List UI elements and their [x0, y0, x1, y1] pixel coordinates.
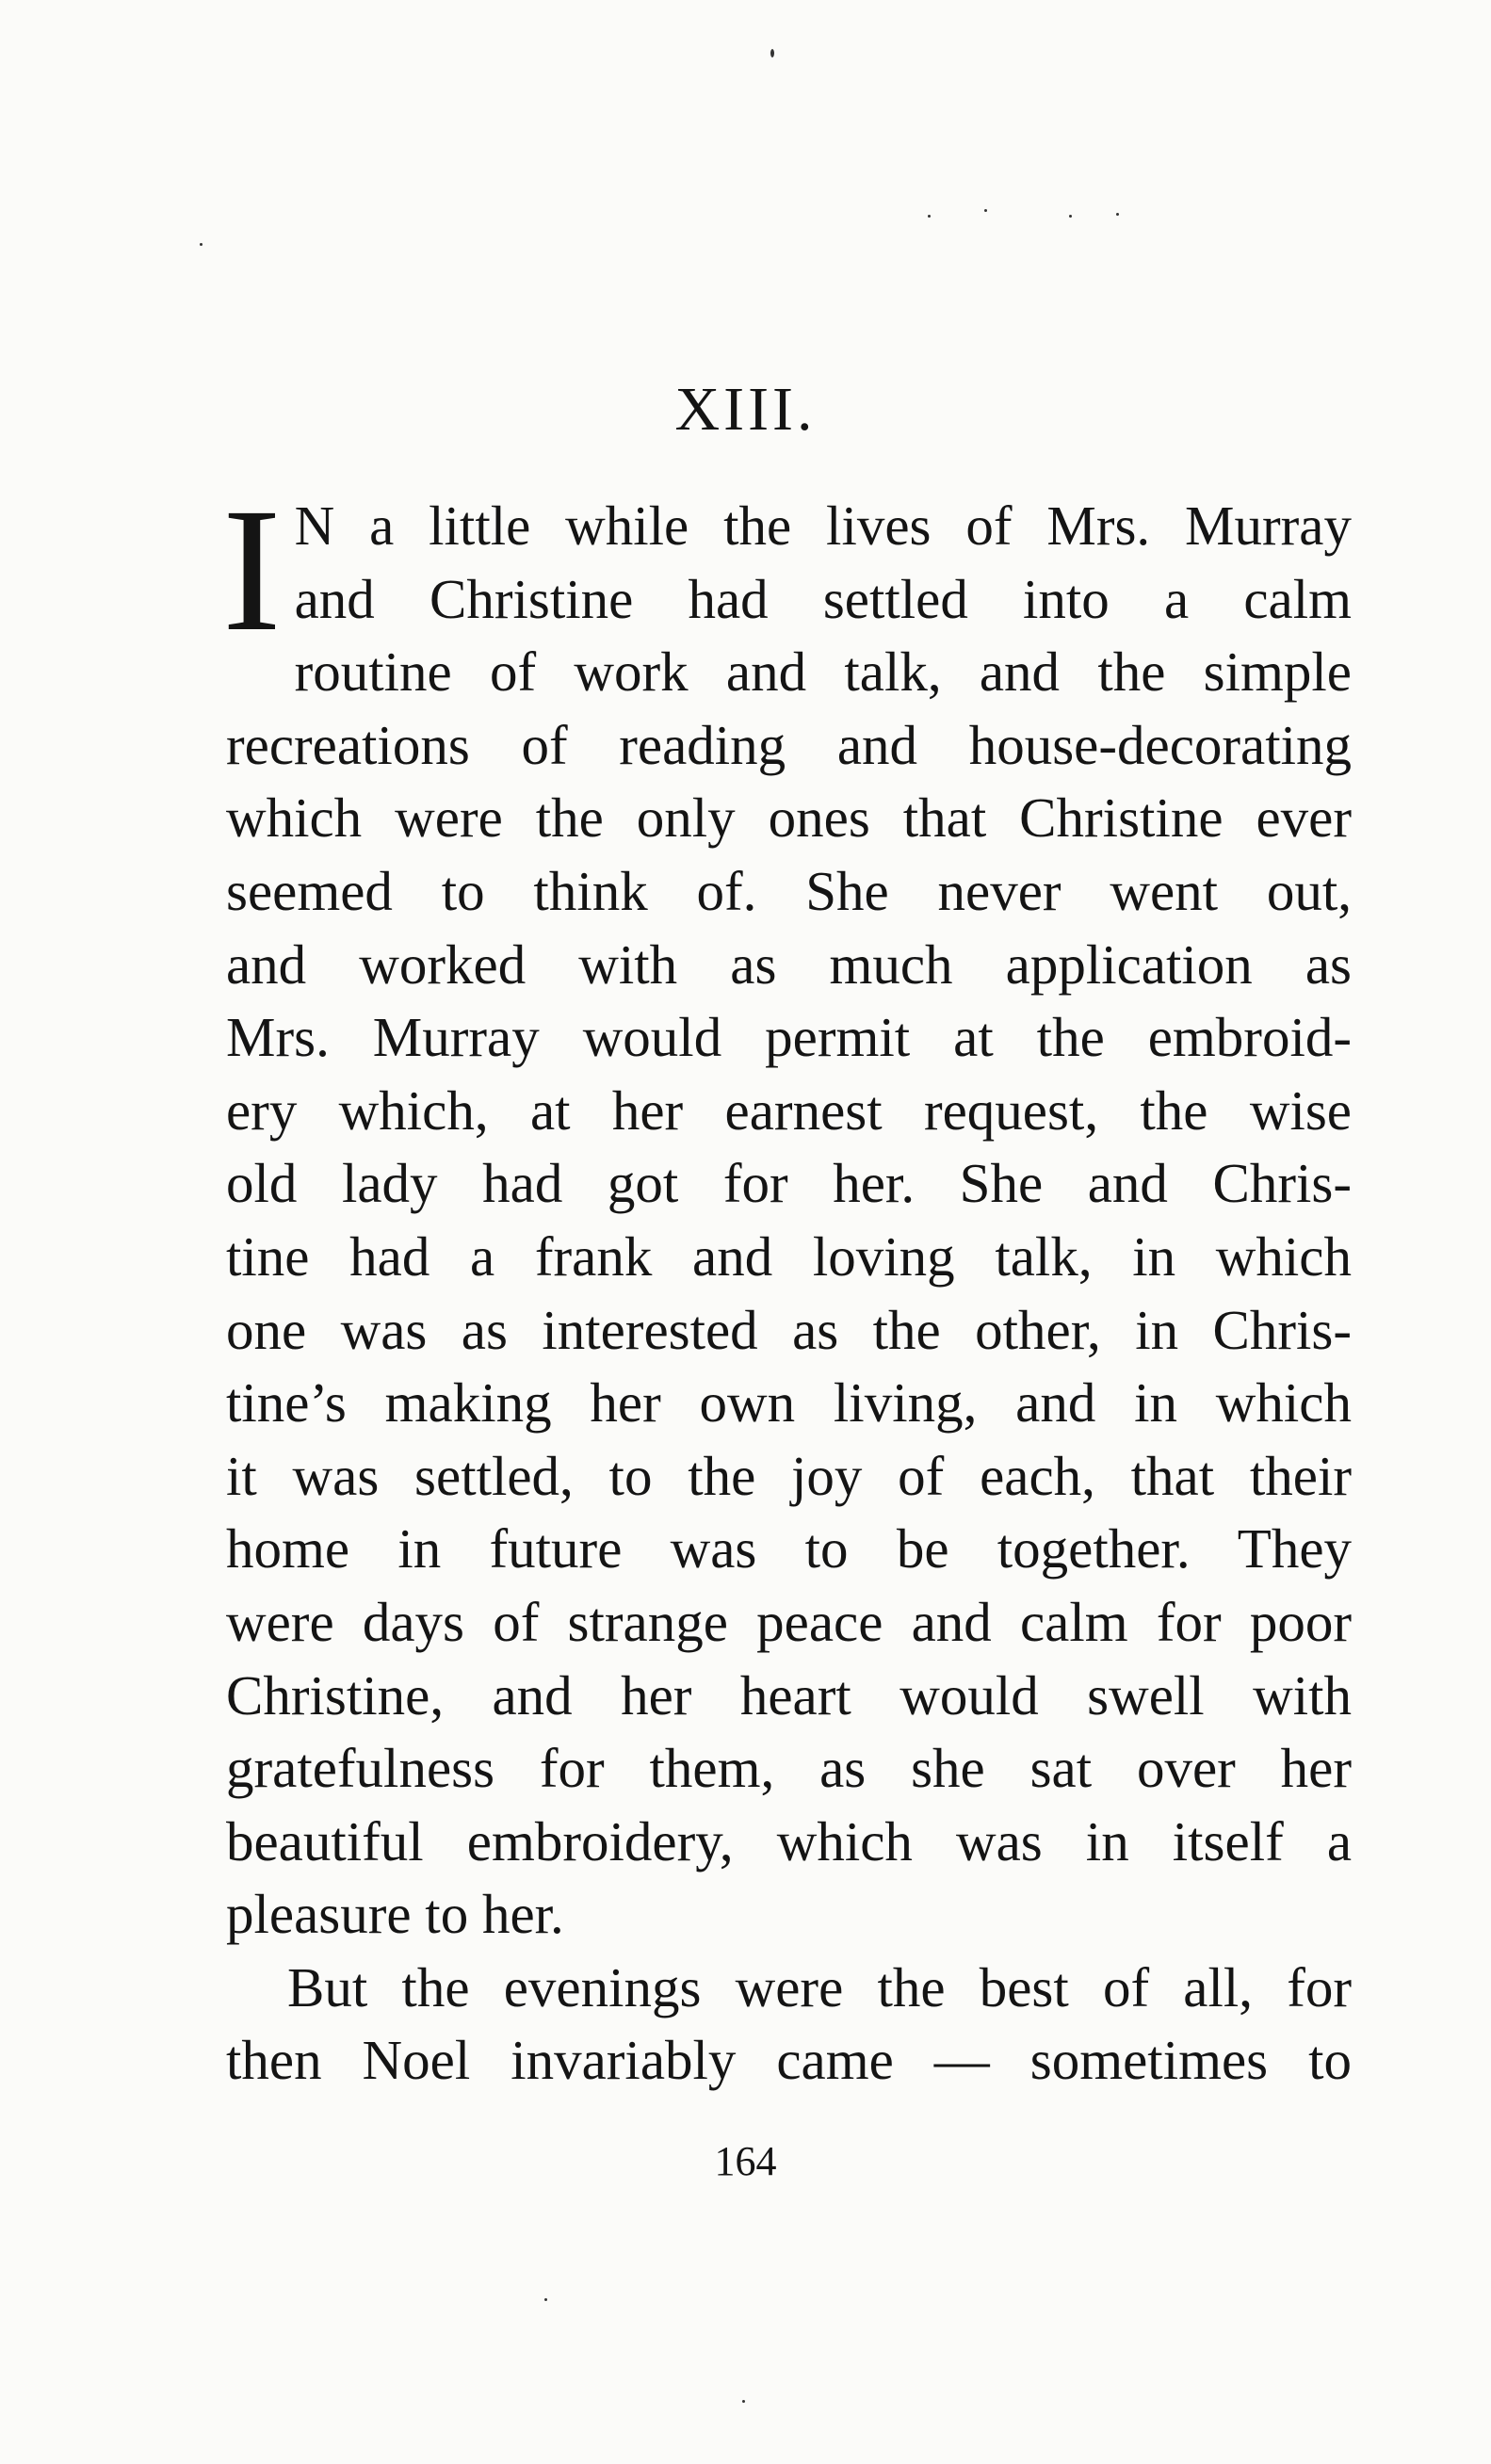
scan-speck	[1069, 215, 1072, 218]
text-line: tine’s making her own living, and in which	[226, 1371, 1352, 1435]
scan-speck	[742, 2400, 745, 2403]
text-line: Mrs. Murray would permit at the embroid-	[226, 1006, 1352, 1069]
scan-speck	[770, 49, 774, 57]
text-line: and worked with as much application as	[226, 932, 1352, 996]
text-line: home in future was to be together. They	[226, 1517, 1352, 1581]
text-line: Christine, and her heart would swell with	[226, 1663, 1352, 1726]
text-line: gratefulness for them, as she sat over her	[226, 1737, 1352, 1800]
text-line: it was settled, to the joy of each, that their	[226, 1444, 1352, 1507]
text-line: pleasure to her.	[226, 1883, 564, 1946]
text-line: ery which, at her earnest request, the wise	[226, 1078, 1352, 1142]
text-line: tine had a frank and loving talk, in which	[226, 1224, 1352, 1288]
text-line: old lady had got for her. She and Chris-	[226, 1152, 1352, 1215]
chapter-heading: XIII.	[674, 375, 817, 444]
paragraph	[226, 1952, 1352, 2098]
drop-cap: I	[222, 471, 282, 668]
scan-speck	[1116, 213, 1119, 216]
text-line: beautiful embroidery, which was in itself a	[226, 1809, 1352, 1872]
text-line: N a little while the lives of Mrs. Murray	[294, 494, 1352, 557]
text-line: were days of strange peace and calm for poor	[226, 1590, 1352, 1653]
text-line: But the evenings were the best of all, for	[287, 1955, 1352, 2018]
body-text	[222, 471, 1352, 2098]
text-line: then Noel invariably came — sometimes to	[226, 2029, 1352, 2092]
scan-speck	[544, 2298, 547, 2301]
text-line: seemed to think of. She never went out,	[226, 859, 1352, 922]
text-line: which were the only ones that Christine ever	[226, 786, 1352, 850]
scan-speck	[928, 215, 931, 218]
scan-speck	[984, 209, 987, 212]
text-line: recreations of reading and house-decorating	[226, 713, 1352, 776]
text-line: one was as interested as the other, in Chris-	[226, 1298, 1352, 1361]
text-line: routine of work and talk, and the simple	[294, 640, 1352, 704]
text-line: and Christine had settled into a calm	[294, 567, 1352, 630]
paragraph	[222, 471, 1352, 1952]
page-number: 164	[714, 2138, 777, 2184]
scan-speck	[200, 243, 203, 246]
